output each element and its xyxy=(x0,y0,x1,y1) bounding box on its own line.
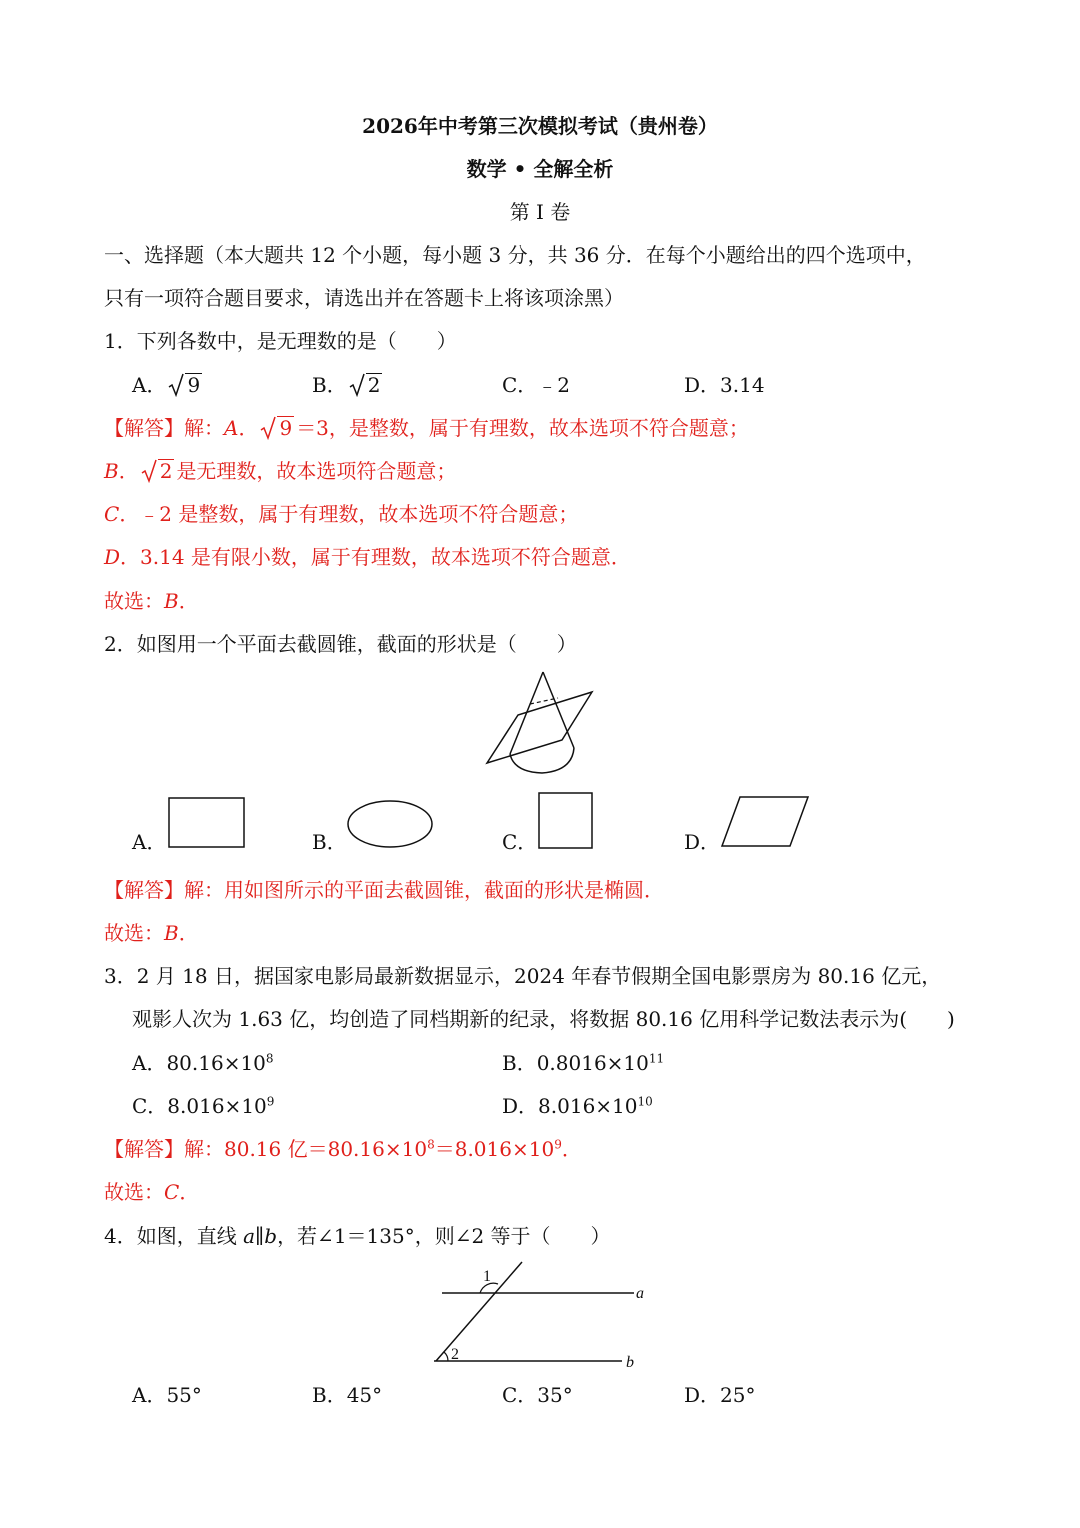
volume-label: 第 I 卷 xyxy=(509,200,571,224)
q2-option-b-label: B． xyxy=(312,830,347,854)
q2-choice: 故选：B． xyxy=(104,921,199,945)
parallelogram-shape-icon xyxy=(720,796,810,848)
q3-answer: 【解答】解：80.16 亿$=80.16\times 10^8=8.016\times 10^9$． xyxy=(104,1137,582,1161)
sqrt-symbol: 2 xyxy=(349,371,383,399)
q1-option-a: A． 9 xyxy=(132,373,201,397)
q1-option-b: B． 2 xyxy=(312,373,381,397)
q1-answer-line2: B． 2 是无理数，故本选项符合题意； xyxy=(104,459,457,483)
q3-stem-line2: 观影人次为 1.63 亿，均创造了同档期新的纪录，将数据 80.16 亿用科学记数法表示为( ) xyxy=(132,1007,955,1031)
sqrt-symbol: 9 xyxy=(168,371,202,399)
q3-option-b: B．$0.8016\times 10^{11}$ xyxy=(502,1051,665,1075)
q2-stem: 2．如图用一个平面去截圆锥，截面的形状是（ ） xyxy=(104,632,577,656)
exam-subtitle: 数学 • 全解全析 xyxy=(466,157,614,181)
q4-stem: 4．如图，直线 a∥b，若∠1＝135°，则∠2 等于（ ） xyxy=(104,1224,611,1248)
q4-option-b: B．45° xyxy=(312,1383,383,1407)
parallel-lines-figure xyxy=(428,1258,658,1374)
q1-stem: 1．下列各数中，是无理数的是（ ） xyxy=(104,329,457,353)
q1-answer-line3: C．﹣2 是整数，属于有理数，故本选项不符合题意； xyxy=(104,502,579,526)
rectangle-shape-icon xyxy=(168,797,246,849)
line-b-label: b xyxy=(626,1354,634,1371)
q4-option-d: D．25° xyxy=(684,1383,756,1407)
q3-option-d: D．$8.016\times 10^{10}$ xyxy=(502,1094,653,1118)
line-a-label: a xyxy=(636,1285,644,1302)
q3-choice: 故选：C． xyxy=(104,1180,200,1204)
q1-choice: 故选：B． xyxy=(104,589,199,613)
cone-section-figure xyxy=(480,668,600,780)
square-shape-icon xyxy=(538,792,594,850)
q2-option-c-label: C． xyxy=(502,830,538,854)
q3-option-a: A．$80.16\times 10^8$ xyxy=(132,1051,274,1075)
sqrt-symbol: 2 xyxy=(141,457,175,485)
q4-option-a: A．55° xyxy=(132,1383,202,1407)
q1-answer-line4: D．3.14 是有限小数，属于有理数，故本选项不符合题意． xyxy=(104,545,631,569)
q1-option-d: D．3.14 xyxy=(684,373,765,397)
ellipse-shape-icon xyxy=(346,799,434,849)
q2-answer: 【解答】解：用如图所示的平面去截圆锥，截面的形状是椭圆． xyxy=(104,878,664,902)
section-instruction-line1: 一、选择题（本大题共 12 个小题，每小题 3 分，共 36 分．在每个小题给出的四个选项中， xyxy=(104,243,926,267)
q3-stem-line1: 3．2 月 18 日，据国家电影局最新数据显示，2024 年春节假期全国电影票房为 80.16 亿元， xyxy=(104,964,942,988)
q1-option-c: C．﹣2 xyxy=(502,373,571,397)
q2-option-a-label: A． xyxy=(132,830,167,854)
section-instruction-line2: 只有一项符合题目要求，请选出并在答题卡上将该项涂黑） xyxy=(104,286,624,310)
q4-option-c: C．35° xyxy=(502,1383,573,1407)
angle-2-label: 2 xyxy=(451,1346,459,1363)
angle-1-label: 1 xyxy=(483,1268,491,1285)
q2-option-d-label: D． xyxy=(684,830,721,854)
q3-option-c: C．$8.016\times 10^9$ xyxy=(132,1094,275,1118)
sqrt-symbol: 9 xyxy=(260,414,294,442)
exam-title: 2026年中考第三次模拟考试（贵州卷） xyxy=(362,114,718,138)
q1-answer-line1: 【解答】解：A． 9 ＝3，是整数，属于有理数，故本选项不符合题意； xyxy=(104,416,749,440)
